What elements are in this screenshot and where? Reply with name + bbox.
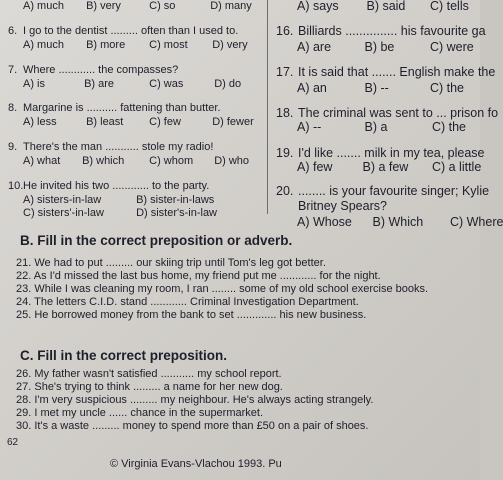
option: C) the xyxy=(429,81,465,95)
option: A) what xyxy=(23,155,61,167)
question-text: Billiards ............... his favourite ga xyxy=(298,24,486,38)
option: B) Which xyxy=(372,215,424,229)
option: C) the xyxy=(431,120,467,134)
sentence-text: We had to put ......... our skiing trip until Tom's leg got better. xyxy=(34,257,326,269)
option: B) which xyxy=(82,155,125,167)
option: C) few xyxy=(149,116,181,128)
question-20-options xyxy=(297,215,503,229)
sentence-21 xyxy=(16,257,326,269)
left-top-options xyxy=(23,0,252,13)
question-10-options-row2 xyxy=(23,207,217,220)
question-number: 17. xyxy=(276,65,294,79)
option: B) least xyxy=(86,116,124,128)
question-20 xyxy=(276,184,489,198)
section-c-title: C. Fill in the correct preposition. xyxy=(20,348,228,363)
option: B) are xyxy=(84,78,115,90)
option: B) a xyxy=(364,120,388,134)
question-16-options xyxy=(297,40,474,54)
sentence-23 xyxy=(16,283,428,295)
question-text: I go to the dentist ......... often than I used to. xyxy=(23,25,239,37)
sentence-number: 26. xyxy=(16,368,32,380)
sentence-number: 29. xyxy=(16,407,32,419)
sentence-22 xyxy=(16,270,381,282)
question-7 xyxy=(8,64,178,77)
option: C) was xyxy=(149,78,184,90)
question-number: 19. xyxy=(276,146,294,160)
question-text: It is said that ....... English make the xyxy=(298,65,496,79)
sentence-text: She's trying to think ......... a name for her new dog. xyxy=(34,381,283,393)
option: B) said xyxy=(366,0,406,13)
option: A) few xyxy=(297,160,333,174)
section-b-title: B. Fill in the correct preposition or adverb. xyxy=(20,233,293,248)
sentence-number: 21. xyxy=(16,257,32,269)
option: D) who xyxy=(214,155,250,167)
sentence-25 xyxy=(16,309,366,321)
sentence-text: I'm very suspicious ......... my neighbour. He's always acting strangely. xyxy=(34,394,374,406)
option: C) were xyxy=(429,40,474,54)
option: B) more xyxy=(86,39,126,51)
question-16 xyxy=(276,24,486,38)
sentence-29 xyxy=(16,407,263,419)
sentence-text: He borrowed money from the bank to set ............. his new business. xyxy=(34,309,367,321)
sentence-text: My father wasn't satisfied ........... my school report. xyxy=(34,368,282,380)
question-number: 6. xyxy=(8,25,18,37)
option: C) so xyxy=(149,0,176,12)
question-number: 10. xyxy=(8,180,24,192)
right-top-options xyxy=(297,0,469,13)
sentence-text: I met my uncle ...... chance in the supermarket. xyxy=(34,407,264,419)
question-8 xyxy=(8,102,221,115)
question-number: 9. xyxy=(8,141,18,153)
sentence-number: 23. xyxy=(16,283,32,295)
option: A) Whose xyxy=(297,215,352,229)
question-text: ........ is your favourite singer; Kylie xyxy=(298,184,490,198)
question-number: 7. xyxy=(8,64,18,76)
option: A) an xyxy=(297,81,327,95)
copyright-notice: © Virginia Evans-Vlachou 1993. Pu xyxy=(110,458,282,470)
sentence-text: It's a waste ......... money to spend more than £50 on a pair of shoes. xyxy=(34,420,369,432)
option: A) is xyxy=(23,78,45,90)
column-divider xyxy=(267,0,268,214)
option: C) tells xyxy=(429,0,469,13)
question-number: 16. xyxy=(276,24,294,38)
option: D) do xyxy=(214,78,242,90)
sentence-text: The letters C.I.D. stand ............ Criminal Investigation Department. xyxy=(34,296,359,308)
option: B) -- xyxy=(364,81,389,95)
option: D) many xyxy=(210,0,252,12)
question-9-options xyxy=(23,155,249,168)
question-text: He invited his two ............ to the party. xyxy=(23,180,210,192)
sentence-number: 30. xyxy=(16,420,32,432)
question-number: 8. xyxy=(8,102,18,114)
option: B) a few xyxy=(362,160,409,174)
option: A) are xyxy=(297,40,332,54)
option: C) a little xyxy=(431,160,482,174)
sentence-number: 28. xyxy=(16,394,32,406)
option: A) much xyxy=(23,0,64,12)
question-6 xyxy=(8,25,238,38)
option: B) sister-in-laws xyxy=(136,194,215,206)
option: C) whom xyxy=(149,155,194,167)
sentence-28 xyxy=(16,394,373,406)
option: A) sisters-in-law xyxy=(23,194,102,206)
option: C) Where xyxy=(449,215,503,229)
sentence-number: 24. xyxy=(16,296,32,308)
sentence-24 xyxy=(16,296,359,308)
question-number: 18. xyxy=(276,106,294,120)
sentence-number: 27. xyxy=(16,381,32,393)
option: C) most xyxy=(149,39,188,51)
option: D) very xyxy=(212,39,248,51)
question-9 xyxy=(8,141,213,154)
page-number: 62 xyxy=(7,437,19,448)
question-19-options xyxy=(297,160,481,174)
sentence-text: As I'd missed the last bus home, my friend put me ............ for the night. xyxy=(33,270,381,282)
option: A) much xyxy=(23,39,64,51)
question-17 xyxy=(276,65,495,79)
sentence-number: 25. xyxy=(16,309,32,321)
option: D) fewer xyxy=(212,116,254,128)
question-6-options xyxy=(23,39,248,52)
sentence-26 xyxy=(16,368,282,380)
question-17-options xyxy=(297,81,464,95)
sentence-30 xyxy=(16,420,368,432)
question-text: The criminal was sent to ... prison fo xyxy=(298,106,499,120)
question-text: Margarine is .......... fattening than butter. xyxy=(23,102,221,114)
question-number: 20. xyxy=(276,184,294,198)
option: A) less xyxy=(23,116,57,128)
question-text: Where ............ the compasses? xyxy=(23,64,179,76)
question-18 xyxy=(276,106,498,120)
question-text: There's the man ........... stole my radio! xyxy=(23,141,214,153)
sentence-number: 22. xyxy=(16,270,32,282)
sentence-27 xyxy=(16,381,283,393)
question-18-options xyxy=(297,120,466,134)
option: D) sister's-in-law xyxy=(136,207,217,219)
option: B) very xyxy=(86,0,121,12)
question-10-options-row1 xyxy=(23,194,214,207)
question-text: Britney Spears? xyxy=(298,199,387,213)
question-8-options xyxy=(23,116,254,129)
question-text: I'd like ....... milk in my tea, please xyxy=(298,146,485,160)
question-7-options xyxy=(23,78,241,91)
option: C) sisters'-in-law xyxy=(23,207,104,219)
question-20-line2 xyxy=(298,199,387,213)
option: A) says xyxy=(297,0,339,13)
sentence-text: While I was cleaning my room, I ran ........ some of my old school exercise books. xyxy=(34,283,429,295)
question-19 xyxy=(276,146,484,160)
option: B) be xyxy=(364,40,395,54)
option: A) -- xyxy=(297,120,322,134)
question-10 xyxy=(8,180,209,193)
